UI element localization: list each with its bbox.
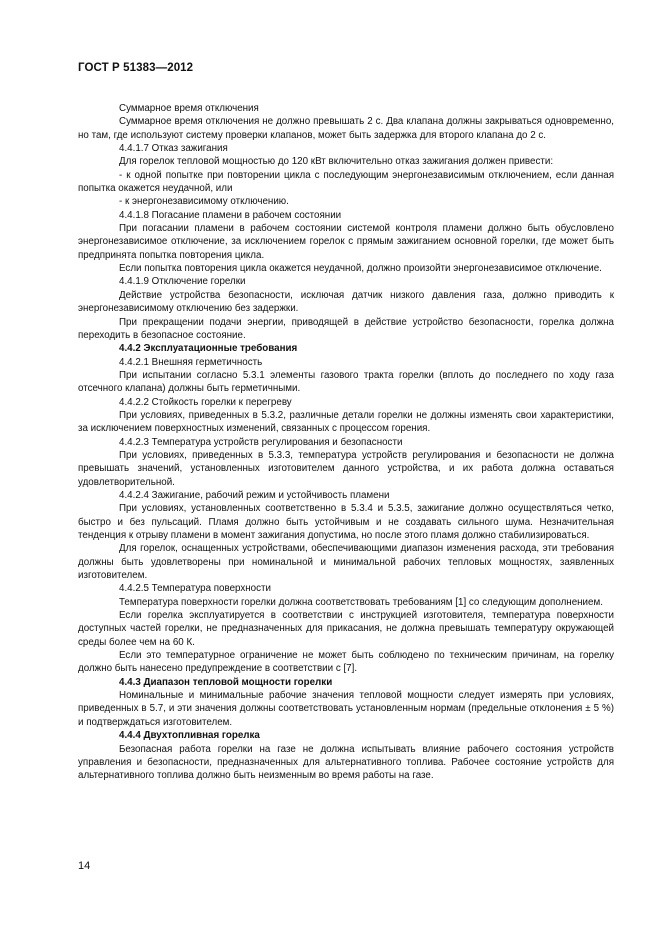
paragraph: - к одной попытке при повторении цикла с последующим энергонезависимым отключением, если данная попытка окажется неудачной, или [78,169,614,195]
paragraph: 4.4.1.7 Отказ зажигания [119,143,228,155]
document-body [78,102,614,783]
paragraph: При погасании пламени в рабочем состоянии системой контроля пламени должно быть обусловлено энергонезависимое отключение, за исключением горелок с прямым зажиганием основной горелки, где может быть предпринята попытка повторения цикла. [78,223,614,261]
paragraph: 4.4.2.4 Зажигание, рабочий режим и устойчивость пламени [119,489,390,501]
paragraph: Суммарное время отключения [119,103,259,114]
paragraph: При условиях, приведенных в 5.3.3, температура устройств регулирования и безопасности не должна превышать значений, установленных изготовителем данного устройства, и их работа должна оставаться удовлетворительной. [78,449,614,488]
paragraph: Суммарное время отключения не должно превышать 2 с. Два клапана должны закрываться одновременно, но там, где используют систему проверки клапанов, может быть задержка для второго клапана до 2 с. [78,116,614,141]
paragraph: Номинальные и минимальные рабочие значения тепловой мощности следует измерять при условиях, приведенных в 5.7, и эти значения должны соответствовать установленным нормам (предельные отклонения ± 5 %) и подтверждаться изготовителем. [78,690,614,728]
paragraph: 4.4.2.5 Температура поверхности [119,583,271,595]
paragraph: 4.4.2.2 Стойкость горелки к перегреву [119,396,292,408]
paragraph: 4.4.2.1 Внешняя герметичность [119,356,263,368]
paragraph: 4.4.2.3 Температура устройств регулирования и безопасности [119,436,403,448]
paragraph: Для горелок, оснащенных устройствами, обеспечивающими диапазон изменения расхода, эти требования должны быть удовлетворены при номинальной и минимальной рабочих тепловых мощностях, заявленных изготовителем. [78,543,614,582]
paragraph: При испытании согласно 5.3.1 элементы газового тракта горелки (вплоть до последнего по ходу газа отсечного клапана) должны быть герметичными. [78,369,614,395]
paragraph: - к энергонезависимому отключению. [119,196,289,208]
paragraph: При условиях, приведенных в 5.3.2, различные детали горелки не должны изменять свои характеристики, за исключением поверхностных изменений, связанных с процессом горения. [78,409,614,435]
paragraph: 4.4.1.9 Отключение горелки [119,276,246,288]
paragraph: 4.4.1.8 Погасание пламени в рабочем состоянии [119,209,342,221]
section-heading: 4.4.4 Двухтопливная горелка [119,730,260,742]
paragraph: Если попытка повторения цикла окажется неудачной, должно произойти энергонезависимое отключение. [119,263,602,275]
paragraph: При прекращении подачи энергии, приводящей в действие устройство безопасности, горелка должна переходить в безопасное состояние. [78,316,614,341]
paragraph: Действие устройства безопасности, исключая датчик низкого давления газа, должно приводить к энергонезависимому отключению без задержки. [78,289,614,315]
document-header: ГОСТ Р 51383—2012 [78,62,194,74]
paragraph: Если горелка эксплуатируется в соответствии с инструкцией изготовителя, температура поверхности доступных частей горелки, не предназначенных для прикасания, не должна превышать температуру окружающей среды более чем на 60 К. [78,610,614,648]
paragraph: Если это температурное ограничение не может быть соблюдено по техническим причинам, на горелку должно быть нанесено предупреждение в соответствии с [7]. [78,650,614,675]
paragraph: При условиях, установленных соответственно в 5.3.4 и 5.3.5, зажигание должно осуществляться четко, быстро и без пульсаций. Пламя должно быть устойчивым и не создавать сильного шума. Незначительная тенденция к отрыву пламени в момент зажигания допустима, но после этого пламя должно стабилизироваться. [78,503,614,541]
section-heading: 4.4.3 Диапазон тепловой мощности горелки [119,676,333,688]
page-number: 14 [78,860,91,872]
paragraph: Температура поверхности горелки должна соответствовать требованиям [1] со следующим дополнением. [119,596,603,608]
paragraph: Для горелок тепловой мощностью до 120 кВт включительно отказ зажигания должен привести: [119,156,554,168]
paragraph: Безопасная работа горелки на газе не должна испытывать влияние рабочего состояния устройств управления и безопасности, предназначенных для альтернативного топлива. Рабочее состояние устройств для альтернативного топлива должно быть неизменным во время работы на газе. [78,743,614,782]
section-heading: 4.4.2 Эксплуатационные требования [119,343,298,355]
